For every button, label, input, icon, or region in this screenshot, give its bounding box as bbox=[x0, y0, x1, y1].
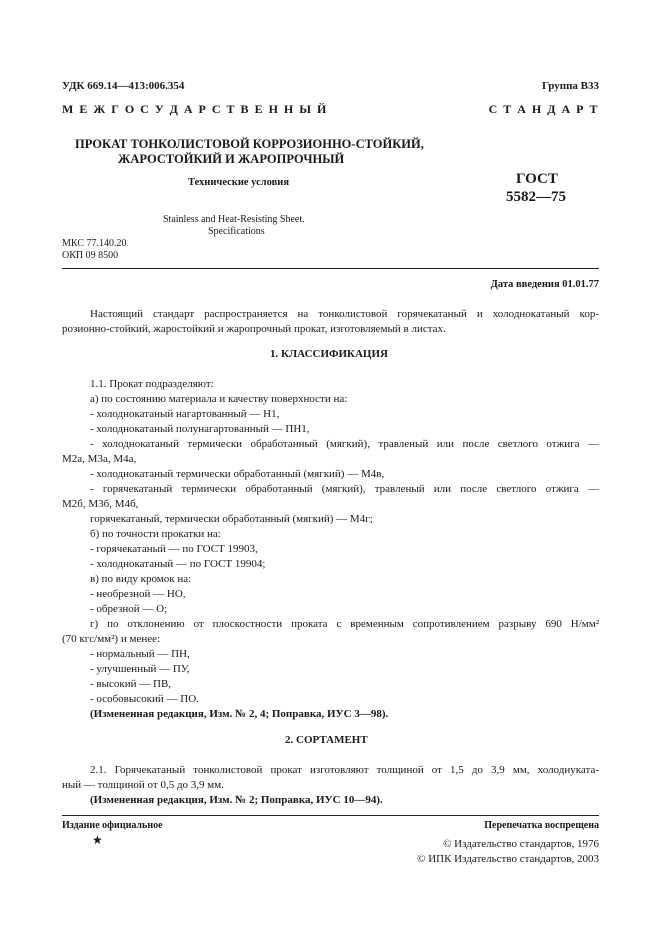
s1-line-3: - холоднокатаный полунагартованный — ПН1, bbox=[90, 423, 310, 435]
subtitle-technical-conditions: Технические условия bbox=[188, 177, 290, 188]
copyright-2003: © ИПК Издательство стандартов, 2003 bbox=[417, 853, 599, 865]
s2-line-2: ный — толщиной от 0,5 до 3,9 мм. bbox=[62, 779, 224, 791]
s1-line-1: а) по состоянию материала и качеству поверхности на: bbox=[90, 393, 348, 405]
english-title-line-1: Stainless and Heat-Resisting Sheet. bbox=[163, 214, 305, 225]
s1-line-0: 1.1. Прокат подразделяют: bbox=[90, 378, 214, 390]
gost-number: 5582—75 bbox=[506, 189, 566, 205]
s1-line-20: - высокий — ПВ, bbox=[90, 678, 172, 690]
s1-line-21: - особовысокий — ПО. bbox=[90, 693, 199, 705]
s2-amendment-note: (Измененная редакция, Изм. № 2; Поправка, ИУС 10—94). bbox=[90, 794, 383, 806]
date-value: 01.01.77 bbox=[562, 279, 599, 290]
official-edition: Издание официальное bbox=[62, 820, 163, 831]
s1-line-16: г) по отклонению от плоскостности проката с временным сопротивлением разрыву 690 Н/мм² bbox=[90, 618, 599, 630]
intro-line-1: Настоящий стандарт распространяется на тонколистовой горячекатаный и холоднокатаный кор- bbox=[90, 308, 599, 320]
intro-line-2: розионно-стойкий, жаростойкий и жаропрочный прокат, изготовляемый в листах. bbox=[62, 323, 446, 335]
header-divider bbox=[62, 268, 599, 269]
section-2-heading: 2. СОРТАМЕНТ bbox=[285, 734, 368, 746]
s1-line-11: - горячекатаный — по ГОСТ 19903, bbox=[90, 543, 258, 555]
s1-line-7: - горячекатаный термически обработанный (мягкий), травленый или после светлого отжига — bbox=[90, 483, 599, 495]
title-line-1: ПРОКАТ ТОНКОЛИСТОВОЙ КОРРОЗИОННО-СТОЙКИЙ, bbox=[75, 137, 424, 151]
s1-line-12: - холоднокатаный — по ГОСТ 19904; bbox=[90, 558, 266, 570]
s1-line-18: - нормальный — ПН, bbox=[90, 648, 190, 660]
banner-standard: С Т А Н Д А Р Т bbox=[488, 102, 599, 116]
introduction-date bbox=[491, 279, 599, 290]
s1-line-5: М2а, М3а, М4а, bbox=[62, 453, 137, 465]
s1-line-17: (70 кгс/мм²) и менее: bbox=[62, 633, 161, 645]
s1-line-15: - обрезной — О; bbox=[90, 603, 168, 615]
section-1-heading: 1. КЛАССИФИКАЦИЯ bbox=[270, 348, 388, 360]
s1-amendment-note: (Измененная редакция, Изм. № 2, 4; Поправка, ИУС 3—98). bbox=[90, 708, 389, 720]
s1-line-10: б) по точности прокатки на: bbox=[90, 528, 221, 540]
s1-line-2: - холоднокатаный нагартованный — Н1, bbox=[90, 408, 280, 420]
banner-interstate: М Е Ж Г О С У Д А Р С Т В Е Н Н Ы Й bbox=[62, 102, 328, 116]
s1-line-9: горячекатаный, термически обработанный (мягкий) — М4г; bbox=[90, 513, 373, 525]
star-icon: ★ bbox=[92, 833, 103, 847]
reprint-prohibited: Перепечатка воспрещена bbox=[484, 820, 599, 831]
s1-line-14: - необрезной — НО, bbox=[90, 588, 186, 600]
title-line-2: ЖАРОСТОЙКИЙ И ЖАРОПРОЧНЫЙ bbox=[118, 152, 345, 166]
gost-label: ГОСТ bbox=[516, 171, 558, 187]
footer-divider bbox=[62, 815, 599, 816]
copyright-1976: © Издательство стандартов, 1976 bbox=[443, 838, 599, 850]
s1-line-4: - холоднокатаный термически обработанный (мягкий), травленый или после светлого отжига — bbox=[90, 438, 599, 450]
mks-code: МКС 77.140.20 bbox=[62, 238, 127, 249]
udk-code: УДК 669.14—413:006.354 bbox=[62, 80, 185, 92]
s1-line-8: М2б, М3б, М4б, bbox=[62, 498, 139, 510]
english-title-line-2: Specifications bbox=[208, 226, 265, 237]
s1-line-6: - холоднокатаный термически обработанный (мягкий) — М4в, bbox=[90, 468, 385, 480]
okp-code: ОКП 09 8500 bbox=[62, 250, 119, 261]
date-label: Дата введения bbox=[490, 279, 560, 290]
s2-line-1: 2.1. Горячекатаный тонколистовой прокат изготовляют толщиной от 1,5 до 3,9 мм, холоднуката- bbox=[90, 764, 599, 776]
s1-line-13: в) по виду кромок на: bbox=[90, 573, 192, 585]
s1-line-19: - улучшенный — ПУ, bbox=[90, 663, 190, 675]
group-code: Группа В33 bbox=[541, 80, 599, 92]
